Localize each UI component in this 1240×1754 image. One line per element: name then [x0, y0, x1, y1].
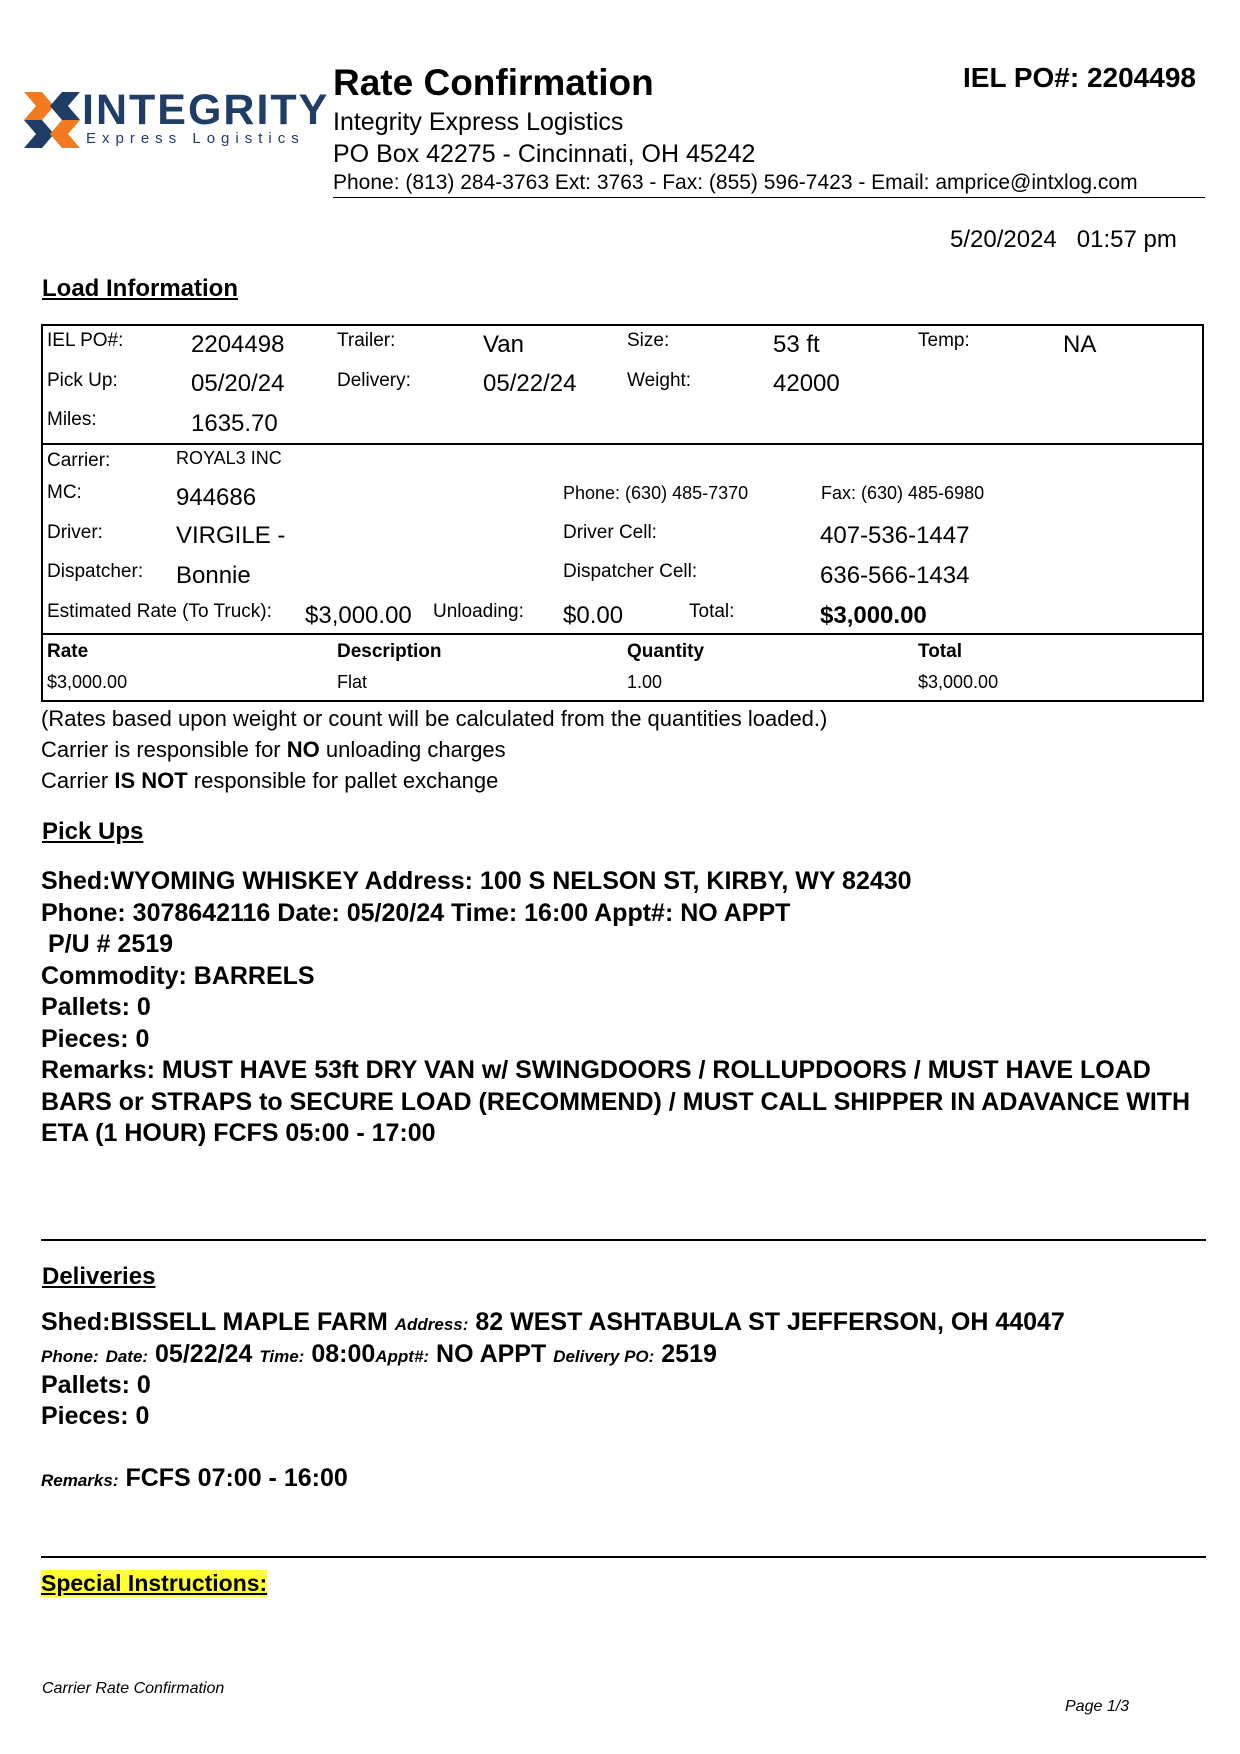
pallet-note: Carrier IS NOT responsible for pallet exchange: [41, 768, 499, 793]
page-number: Page 1/3: [1065, 1698, 1130, 1715]
dispatcher-value: Bonnie: [176, 562, 251, 589]
driver-value: VIRGILE -: [176, 522, 286, 549]
page-title: Rate Confirmation: [333, 62, 654, 103]
box-divider: [43, 443, 1202, 445]
delivery-time: 08:00: [311, 1340, 376, 1368]
special-instructions-heading: Special Instructions:: [41, 1570, 268, 1596]
total-cell: $3,000.00: [918, 672, 999, 692]
trailer-label: Trailer:: [337, 330, 396, 351]
delivery-remarks-label: Remarks:: [41, 1471, 119, 1490]
pickup-remarks-cont: ETA (1 HOUR) FCFS 05:00 - 17:00: [41, 1119, 436, 1147]
total-label: Total:: [689, 601, 735, 622]
carrier-phone: Phone: (630) 485-7370: [563, 483, 749, 503]
box-divider: [43, 633, 1202, 635]
company-contact: Phone: (813) 284-3763 Ext: 3763 - Fax: (855) 596-7423 - Email: amprice@intxlog.com: [333, 171, 1138, 194]
dispatcher-label: Dispatcher:: [47, 561, 144, 582]
weight-value: 42000: [773, 370, 840, 397]
mc-label: MC:: [47, 482, 82, 503]
deliveries-heading: Deliveries: [42, 1263, 156, 1290]
temp-label: Temp:: [918, 330, 970, 351]
unloading-note: Carrier is responsible for NO unloading charges: [41, 737, 506, 762]
delivery-pieces: Pieces: 0: [41, 1402, 150, 1430]
delivery-appt-line: [41, 1339, 717, 1373]
pickup-remarks-cont: BARS or STRAPS to SECURE LOAD (RECOMMEND) / MUST CALL SHIPPER IN ADAVANCE WITH: [41, 1087, 1191, 1116]
delivery-shed-line: [41, 1307, 1065, 1341]
unloading-label: Unloading:: [433, 601, 524, 622]
delivery-address-label: Address:: [394, 1315, 469, 1334]
total-col-header: Total: [918, 641, 962, 662]
delivery-label: Delivery:: [337, 370, 411, 391]
pickup-pieces: Pieces: 0: [41, 1024, 150, 1053]
delivery-appt: NO APPT: [436, 1340, 547, 1368]
driver-cell-label: Driver Cell:: [563, 522, 657, 543]
pickup-details: [41, 866, 1190, 1150]
dispatcher-cell-label: Dispatcher Cell:: [563, 561, 698, 582]
mc-value: 944686: [176, 484, 257, 511]
pickup-label: Pick Up:: [47, 370, 118, 391]
pickups-heading: Pick Ups: [42, 818, 144, 845]
pickup-phone-date: Phone: 3078642116 Date: 05/20/24 Time: 16:00 Appt#: NO APPT: [41, 898, 791, 927]
company-logo: [24, 86, 330, 152]
delivery-po-label: Delivery PO:: [553, 1347, 655, 1366]
unloading-value: $0.00: [563, 602, 624, 629]
description-col-header: Description: [337, 641, 442, 662]
document-date: 5/20/2024: [950, 226, 1057, 253]
delivery-pallets: Pallets: 0: [41, 1371, 151, 1399]
load-information-heading: Load Information: [42, 275, 238, 302]
header-po-number: IEL PO#: 2204498: [963, 62, 1196, 93]
delivery-address: 82 WEST ASHTABULA ST JEFFERSON, OH 44047: [475, 1308, 1065, 1336]
logo-mark-icon: [24, 92, 82, 148]
carrier-label: Carrier:: [47, 450, 111, 471]
driver-label: Driver:: [47, 522, 103, 543]
delivery-po: 2519: [661, 1340, 717, 1368]
miles-value: 1635.70: [191, 410, 278, 437]
pickup-commodity: Commodity: BARRELS: [41, 961, 315, 990]
pickup-value: 05/20/24: [191, 370, 285, 397]
trailer-value: Van: [483, 331, 524, 358]
size-value: 53 ft: [773, 331, 820, 358]
po-value: 2204498: [191, 331, 285, 358]
pickup-remarks: Remarks: MUST HAVE 53ft DRY VAN w/ SWINGDOORS / ROLLUPDOORS / MUST HAVE LOAD: [41, 1056, 1151, 1084]
delivery-phone-label: Phone:: [41, 1347, 99, 1366]
document-time: 01:57 pm: [1076, 226, 1177, 253]
company-address: PO Box 42275 - Cincinnati, OH 45242: [333, 140, 756, 168]
po-label: IEL PO#:: [47, 330, 124, 351]
temp-value: NA: [1063, 331, 1097, 358]
pickup-pu-number: P/U # 2519: [41, 930, 174, 958]
total-value: $3,000.00: [820, 602, 927, 629]
carrier-fax: Fax: (630) 485-6980: [821, 483, 985, 503]
rates-note: (Rates based upon weight or count will be calculated from the quantities loaded.): [41, 706, 828, 731]
weight-label: Weight:: [627, 370, 692, 391]
delivery-time-label: Time:: [259, 1347, 305, 1366]
estimated-rate-label: Estimated Rate (To Truck):: [47, 601, 272, 622]
delivery-remarks: FCFS 07:00 - 16:00: [125, 1464, 348, 1492]
rate-cell: $3,000.00: [47, 672, 128, 692]
driver-cell-value: 407-536-1447: [820, 522, 970, 549]
logo-tagline: Express Logistics: [86, 130, 305, 147]
delivery-value: 05/22/24: [483, 370, 577, 397]
pickup-shed-address: Shed:WYOMING WHISKEY Address: 100 S NELSON ST, KIRBY, WY 82430: [41, 867, 912, 895]
estimated-rate-value: $3,000.00: [305, 602, 412, 629]
section-divider: [41, 1239, 1206, 1241]
delivery-appt-label: Appt#:: [375, 1347, 430, 1366]
quantity-cell: 1.00: [627, 672, 663, 692]
footer-title: Carrier Rate Confirmation: [42, 1680, 225, 1697]
delivery-shed: Shed:BISSELL MAPLE FARM: [41, 1308, 388, 1336]
pickup-pallets: Pallets: 0: [41, 993, 151, 1021]
quantity-col-header: Quantity: [627, 641, 705, 662]
company-name: Integrity Express Logistics: [333, 108, 624, 136]
delivery-date-label: Date:: [105, 1347, 149, 1366]
load-info-box: [41, 324, 1204, 702]
carrier-value: ROYAL3 INC: [176, 448, 282, 468]
miles-label: Miles:: [47, 409, 97, 430]
rate-col-header: Rate: [47, 641, 89, 662]
delivery-date: 05/22/24: [155, 1340, 253, 1368]
document-datetime: [950, 226, 1177, 254]
description-cell: Flat: [337, 672, 368, 692]
dispatcher-cell-value: 636-566-1434: [820, 562, 970, 589]
header-divider: [333, 197, 1205, 198]
delivery-remarks-line: [41, 1463, 348, 1497]
logo-wordmark: INTEGRITY: [82, 86, 330, 134]
size-label: Size:: [627, 330, 670, 351]
section-divider: [41, 1556, 1206, 1558]
